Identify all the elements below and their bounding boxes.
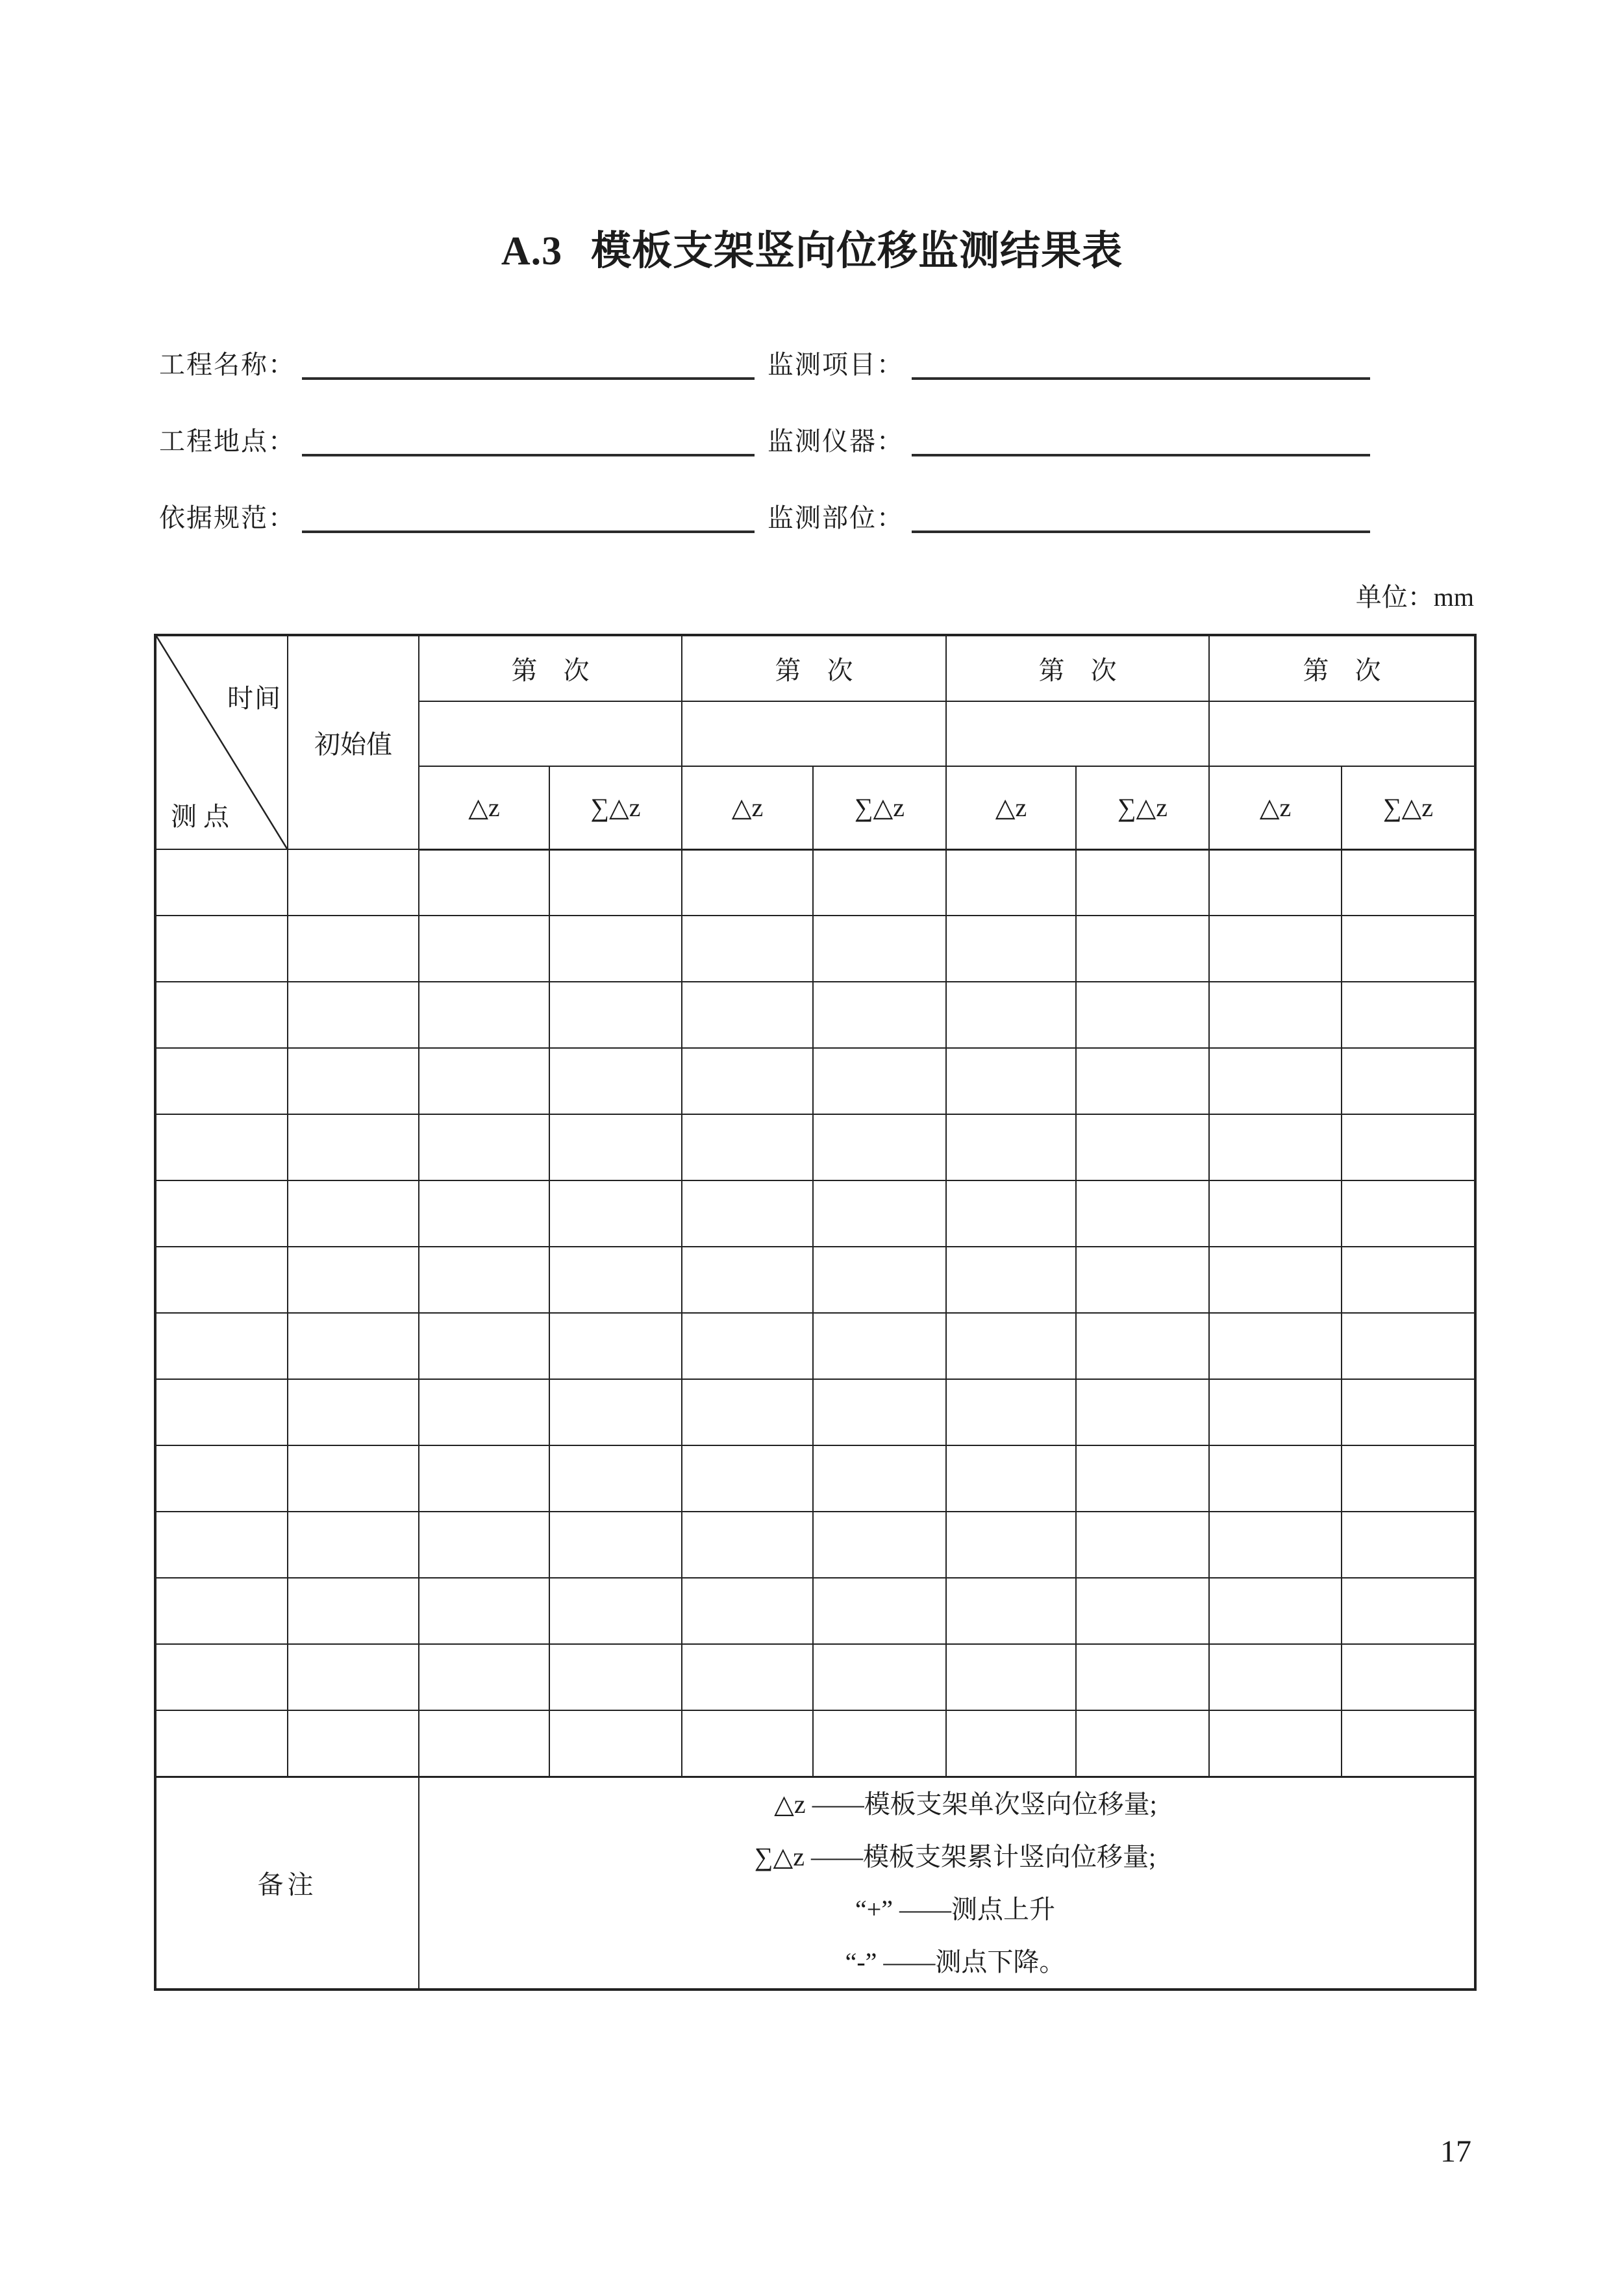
table-cell <box>682 916 813 982</box>
sum-dz-header: ∑△z <box>1076 766 1209 849</box>
table-cell <box>155 1710 288 1777</box>
trial-group-header-3: 第 次 <box>946 635 1209 701</box>
table-cell <box>946 1710 1076 1777</box>
table-cell <box>419 1710 549 1777</box>
remark-line: ∑△z ——模板支架累计竖向位移量; <box>754 1841 1156 1871</box>
table-cell <box>946 1379 1076 1445</box>
table-cell <box>288 1180 419 1247</box>
table-cell <box>549 1644 682 1710</box>
table-cell <box>1076 1710 1209 1777</box>
table-cell <box>419 1512 549 1578</box>
corner-point-label: 测点 <box>171 802 236 831</box>
table-cell <box>1342 1247 1475 1313</box>
section-number: A.3 <box>501 229 563 273</box>
table-cell <box>1076 1313 1209 1379</box>
table-cell <box>813 1114 946 1180</box>
table-cell <box>155 916 288 982</box>
dz-header: △z <box>946 766 1076 849</box>
table-cell <box>288 849 419 916</box>
table-row <box>155 1379 1475 1445</box>
table-cell <box>813 1313 946 1379</box>
corner-header-cell <box>155 635 288 849</box>
table-cell <box>1342 1445 1475 1512</box>
dz-header: △z <box>419 766 549 849</box>
table-cell <box>419 1313 549 1379</box>
monitoring-item-blank-line <box>912 377 1370 380</box>
table-cell <box>1342 1379 1475 1445</box>
table-cell <box>682 1578 813 1644</box>
table-cell <box>946 1445 1076 1512</box>
table-cell <box>1209 1114 1342 1180</box>
monitoring-part-label: 监测部位： <box>768 503 904 532</box>
table-row <box>155 982 1475 1048</box>
project-location-label: 工程地点： <box>159 427 295 456</box>
table-cell <box>288 916 419 982</box>
table-cell <box>1076 1512 1209 1578</box>
table-cell <box>419 982 549 1048</box>
monitoring-part-blank-line <box>912 530 1370 533</box>
table-cell <box>419 1114 549 1180</box>
table-cell <box>1209 1512 1342 1578</box>
dz-header: △z <box>1209 766 1342 849</box>
table-cell <box>549 1247 682 1313</box>
table-cell <box>549 916 682 982</box>
table-cell <box>813 982 946 1048</box>
sum-dz-header: ∑△z <box>549 766 682 849</box>
table-cell <box>419 1578 549 1644</box>
table-cell <box>549 1379 682 1445</box>
table-cell <box>155 1180 288 1247</box>
table-row <box>155 1644 1475 1710</box>
table-cell <box>549 1512 682 1578</box>
table-cell <box>155 1445 288 1512</box>
table-cell <box>813 916 946 982</box>
table-cell <box>288 1313 419 1379</box>
table-cell <box>682 1313 813 1379</box>
table-cell <box>682 1247 813 1313</box>
table-cell <box>813 849 946 916</box>
table-cell <box>1342 1180 1475 1247</box>
table-cell <box>946 1578 1076 1644</box>
table-cell <box>1342 982 1475 1048</box>
table-cell <box>288 1379 419 1445</box>
table-cell <box>549 1180 682 1247</box>
table-cell <box>419 849 549 916</box>
table-cell <box>1209 1379 1342 1445</box>
table-cell <box>682 1710 813 1777</box>
table-cell <box>549 1710 682 1777</box>
table-row <box>155 916 1475 982</box>
date-blank-cell <box>419 701 682 766</box>
table-cell <box>682 1512 813 1578</box>
remarks-content <box>419 1777 1475 1990</box>
project-name-blank-line <box>302 377 755 380</box>
table-row <box>155 1445 1475 1512</box>
table-cell <box>155 849 288 916</box>
table-cell <box>813 1180 946 1247</box>
table-cell <box>946 1313 1076 1379</box>
table-cell <box>1076 1247 1209 1313</box>
page-title <box>0 229 1624 275</box>
table-row <box>155 1512 1475 1578</box>
table-cell <box>419 1048 549 1114</box>
table-cell <box>1076 1644 1209 1710</box>
table-cell <box>549 1578 682 1644</box>
table-cell <box>155 1644 288 1710</box>
table-cell <box>1209 849 1342 916</box>
table-cell <box>946 1247 1076 1313</box>
trial-group-header-1: 第 次 <box>419 635 682 701</box>
table-cell <box>155 982 288 1048</box>
table-row <box>155 1048 1475 1114</box>
table-cell <box>1342 1313 1475 1379</box>
table-cell <box>155 1313 288 1379</box>
table-cell <box>155 1379 288 1445</box>
table-cell <box>288 1114 419 1180</box>
reference-standard-label: 依据规范： <box>159 503 295 532</box>
table-cell <box>549 1313 682 1379</box>
table-cell <box>813 1710 946 1777</box>
table-cell <box>946 1180 1076 1247</box>
table-cell <box>813 1379 946 1445</box>
remarks-label: 备注 <box>155 1777 419 1990</box>
table-cell <box>946 982 1076 1048</box>
monitoring-table <box>154 634 1477 1991</box>
monitoring-item-label: 监测项目： <box>768 350 904 379</box>
table-row <box>155 849 1475 916</box>
table-row <box>155 1313 1475 1379</box>
table-cell <box>1209 1247 1342 1313</box>
table-cell <box>1209 1578 1342 1644</box>
table-cell <box>1342 1644 1475 1710</box>
sum-dz-header: ∑△z <box>1342 766 1475 849</box>
table-cell <box>288 1710 419 1777</box>
table-cell <box>419 1445 549 1512</box>
table-cell <box>682 849 813 916</box>
table-cell <box>813 1578 946 1644</box>
table-cell <box>1342 916 1475 982</box>
remark-line: “-” ——测点下降。 <box>845 1947 1066 1977</box>
table-cell <box>288 1644 419 1710</box>
table-cell <box>419 1180 549 1247</box>
remarks-row <box>155 1777 1475 1990</box>
table-cell <box>682 1379 813 1445</box>
monitoring-instrument-label: 监测仪器： <box>768 427 904 456</box>
table-cell <box>1342 849 1475 916</box>
remark-line: “+” ——测点上升 <box>855 1894 1056 1924</box>
table-cell <box>1209 1313 1342 1379</box>
table-cell <box>946 849 1076 916</box>
remark-line: △z ——模板支架单次竖向位移量; <box>774 1789 1157 1819</box>
table-cell <box>288 1512 419 1578</box>
table-cell <box>1076 1379 1209 1445</box>
table-cell <box>1342 1710 1475 1777</box>
table-cell <box>813 1512 946 1578</box>
table-cell <box>1209 1048 1342 1114</box>
date-blank-cell <box>682 701 946 766</box>
date-blank-cell <box>946 701 1209 766</box>
section-title-text: 模板支架竖向位移监测结果表 <box>591 229 1123 273</box>
table-cell <box>946 1114 1076 1180</box>
table-cell <box>1342 1512 1475 1578</box>
table-cell <box>682 1445 813 1512</box>
table-row <box>155 1578 1475 1644</box>
trial-group-header-4: 第 次 <box>1209 635 1475 701</box>
table-cell <box>1342 1578 1475 1644</box>
table-cell <box>549 849 682 916</box>
table-cell <box>1076 1180 1209 1247</box>
table-cell <box>1209 916 1342 982</box>
table-cell <box>1209 1644 1342 1710</box>
table-cell <box>682 1114 813 1180</box>
table-row <box>155 1114 1475 1180</box>
table-cell <box>549 1114 682 1180</box>
table-cell <box>155 1114 288 1180</box>
table-cell <box>155 1512 288 1578</box>
table-cell <box>1209 982 1342 1048</box>
unit-note: 单位：mm <box>1355 582 1474 612</box>
table-row <box>155 1247 1475 1313</box>
table-cell <box>549 1445 682 1512</box>
table-cell <box>288 982 419 1048</box>
initial-value-header: 初始值 <box>288 635 419 849</box>
table-cell <box>419 916 549 982</box>
table-cell <box>682 1048 813 1114</box>
table-cell <box>813 1644 946 1710</box>
date-blank-cell <box>1209 701 1475 766</box>
table-cell <box>155 1247 288 1313</box>
table-cell <box>682 1180 813 1247</box>
table-row <box>155 1180 1475 1247</box>
sum-dz-header: ∑△z <box>813 766 946 849</box>
table-cell <box>682 982 813 1048</box>
table-cell <box>1209 1180 1342 1247</box>
trial-group-header-2: 第 次 <box>682 635 946 701</box>
table-cell <box>946 1512 1076 1578</box>
dz-header: △z <box>682 766 813 849</box>
table-cell <box>419 1247 549 1313</box>
table-cell <box>1076 849 1209 916</box>
table-cell <box>288 1048 419 1114</box>
table-cell <box>1076 982 1209 1048</box>
table-cell <box>155 1048 288 1114</box>
table-cell <box>155 1578 288 1644</box>
table-cell <box>946 916 1076 982</box>
monitoring-instrument-blank-line <box>912 454 1370 456</box>
table-cell <box>1076 1578 1209 1644</box>
table-cell <box>946 1048 1076 1114</box>
table-cell <box>1076 1114 1209 1180</box>
table-cell <box>288 1445 419 1512</box>
table-cell <box>1342 1048 1475 1114</box>
project-name-label: 工程名称： <box>159 350 295 379</box>
table-cell <box>549 1048 682 1114</box>
table-cell <box>682 1644 813 1710</box>
table-cell <box>419 1644 549 1710</box>
header-row-1 <box>155 635 1475 701</box>
reference-standard-blank-line <box>302 530 755 533</box>
table-cell <box>813 1048 946 1114</box>
table-cell <box>419 1379 549 1445</box>
table-cell <box>1209 1445 1342 1512</box>
page-number: 17 <box>1440 2134 1471 2169</box>
corner-time-label: 时间 <box>227 684 282 713</box>
project-location-blank-line <box>302 454 755 456</box>
table-cell <box>288 1247 419 1313</box>
table-cell <box>1076 916 1209 982</box>
table-cell <box>288 1578 419 1644</box>
table-cell <box>813 1247 946 1313</box>
table-cell <box>549 982 682 1048</box>
table-row <box>155 1710 1475 1777</box>
table-cell <box>946 1644 1076 1710</box>
table-cell <box>1076 1445 1209 1512</box>
table-cell <box>1342 1114 1475 1180</box>
table-cell <box>813 1445 946 1512</box>
table-cell <box>1076 1048 1209 1114</box>
table-cell <box>1209 1710 1342 1777</box>
